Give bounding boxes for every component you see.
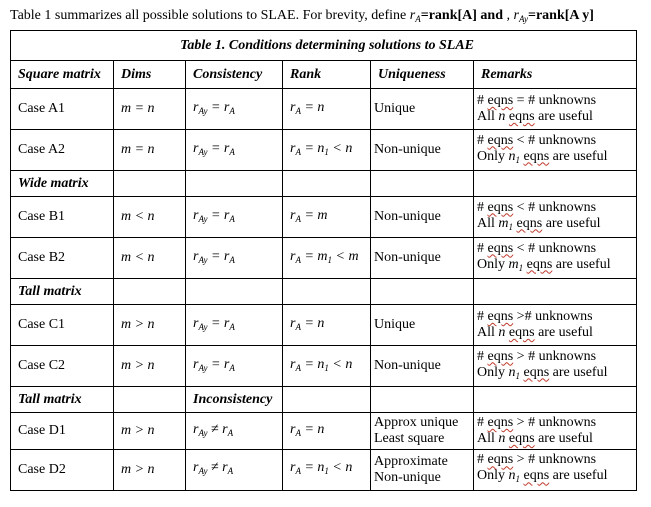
- consistency-cell: $r_{Ay} \ne r_A$: [186, 413, 283, 450]
- remarks-cell: # eqns > # unknowns Only $n_1$ eqns are useful: [474, 346, 637, 387]
- remarks-cell: # eqns < # unknowns Only $n_1$ eqns are useful: [474, 130, 637, 171]
- consistency-cell: $r_{Ay} = r_A$: [186, 89, 283, 130]
- table-row: [11, 413, 637, 450]
- section-label: Wide matrix: [11, 171, 114, 197]
- table-row: [11, 305, 637, 346]
- consistency-cell: $r_{Ay} \ne r_A$: [186, 449, 283, 490]
- def-rank-ay-rhs: =rank[A y]: [527, 8, 594, 23]
- consistency-cell: $r_{Ay} = r_A$: [186, 130, 283, 171]
- section-row: [11, 171, 637, 197]
- dims-cell: m = n: [114, 89, 186, 130]
- header-cell: Dims: [114, 61, 186, 89]
- def-rank-ay: , $r_{Ay}$: [506, 8, 528, 24]
- remarks-cell: # eqns > # unknowns All n eqns are useful: [474, 413, 637, 450]
- consistency-cell: $r_{Ay} = r_A$: [186, 305, 283, 346]
- table-caption: Table 1. Conditions determining solutions to SLAE: [11, 31, 637, 61]
- uniqueness-cell: Unique: [371, 89, 474, 130]
- dims-cell: m > n: [114, 346, 186, 387]
- rank-cell: $r_A = n$: [283, 413, 371, 450]
- empty-cell: [114, 171, 186, 197]
- remarks-cell: # eqns ># unknowns All n eqns are useful: [474, 305, 637, 346]
- empty-cell: [474, 387, 637, 413]
- intro-text: Table 1 summarizes all possible solutions to SLAE. For brevity, define: [10, 8, 407, 23]
- rank-cell: $r_A = n_1 < n$: [283, 449, 371, 490]
- case-cell: Case B1: [11, 197, 114, 238]
- case-cell: Case D2: [11, 449, 114, 490]
- empty-cell: [283, 171, 371, 197]
- case-cell: Case C2: [11, 346, 114, 387]
- dims-cell: m > n: [114, 305, 186, 346]
- case-cell: Case A2: [11, 130, 114, 171]
- uniqueness-cell: Non-unique: [371, 130, 474, 171]
- table-row: [11, 89, 637, 130]
- uniqueness-cell: Unique: [371, 305, 474, 346]
- header-cell: Rank: [283, 61, 371, 89]
- remarks-cell: # eqns < # unknowns All $m_1$ eqns are useful: [474, 197, 637, 238]
- rank-cell: $r_A = n_1 < n$: [283, 130, 371, 171]
- table-row: [11, 238, 637, 279]
- dims-cell: m < n: [114, 238, 186, 279]
- uniqueness-cell: Non-unique: [371, 238, 474, 279]
- section-row: [11, 279, 637, 305]
- remarks-cell: # eqns < # unknowns Only $m_1$ eqns are useful: [474, 238, 637, 279]
- section-extra: Inconsistency: [186, 387, 283, 413]
- rank-cell: $r_A = n$: [283, 89, 371, 130]
- uniqueness-cell: Non-unique: [371, 197, 474, 238]
- empty-cell: [114, 387, 186, 413]
- rank-cell: $r_A = m$: [283, 197, 371, 238]
- case-cell: Case B2: [11, 238, 114, 279]
- remarks-cell: # eqns = # unknowns All n eqns are useful: [474, 89, 637, 130]
- empty-cell: [371, 171, 474, 197]
- case-cell: Case C1: [11, 305, 114, 346]
- header-cell: Uniqueness: [371, 61, 474, 89]
- dims-cell: m < n: [114, 197, 186, 238]
- header-row: [11, 61, 637, 89]
- uniqueness-cell: Approximate Non-unique: [371, 449, 474, 490]
- case-cell: Case D1: [11, 413, 114, 450]
- dims-cell: m > n: [114, 413, 186, 450]
- consistency-cell: $r_{Ay} = r_A$: [186, 346, 283, 387]
- section-label: Tall matrix: [11, 279, 114, 305]
- empty-cell: [474, 171, 637, 197]
- empty-cell: [114, 279, 186, 305]
- section-label: Tall matrix: [11, 387, 114, 413]
- header-cell: Remarks: [474, 61, 637, 89]
- section-extra: [186, 171, 283, 197]
- rank-cell: $r_A = n$: [283, 305, 371, 346]
- def-rank-a: $r_A$: [409, 8, 421, 24]
- header-cell: Square matrix: [11, 61, 114, 89]
- table-row: [11, 346, 637, 387]
- empty-cell: [371, 387, 474, 413]
- conditions-table: [10, 30, 637, 491]
- uniqueness-cell: Approx unique Least square: [371, 413, 474, 450]
- def-rank-a-rhs: =rank[A] and: [420, 8, 504, 23]
- dims-cell: m = n: [114, 130, 186, 171]
- empty-cell: [283, 279, 371, 305]
- dims-cell: m > n: [114, 449, 186, 490]
- consistency-cell: $r_{Ay} = r_A$: [186, 197, 283, 238]
- section-row: [11, 387, 637, 413]
- uniqueness-cell: Non-unique: [371, 346, 474, 387]
- section-extra: [186, 279, 283, 305]
- empty-cell: [371, 279, 474, 305]
- consistency-cell: $r_{Ay} = r_A$: [186, 238, 283, 279]
- table-row: [11, 197, 637, 238]
- header-cell: Consistency: [186, 61, 283, 89]
- table-row: [11, 449, 637, 490]
- remarks-cell: # eqns > # unknowns Only $n_1$ eqns are useful: [474, 449, 637, 490]
- table-row: [11, 130, 637, 171]
- rank-cell: $r_A = m_1 < m$: [283, 238, 371, 279]
- empty-cell: [474, 279, 637, 305]
- case-cell: Case A1: [11, 89, 114, 130]
- intro-sentence: [10, 8, 594, 24]
- rank-cell: $r_A = n_1 < n$: [283, 346, 371, 387]
- empty-cell: [283, 387, 371, 413]
